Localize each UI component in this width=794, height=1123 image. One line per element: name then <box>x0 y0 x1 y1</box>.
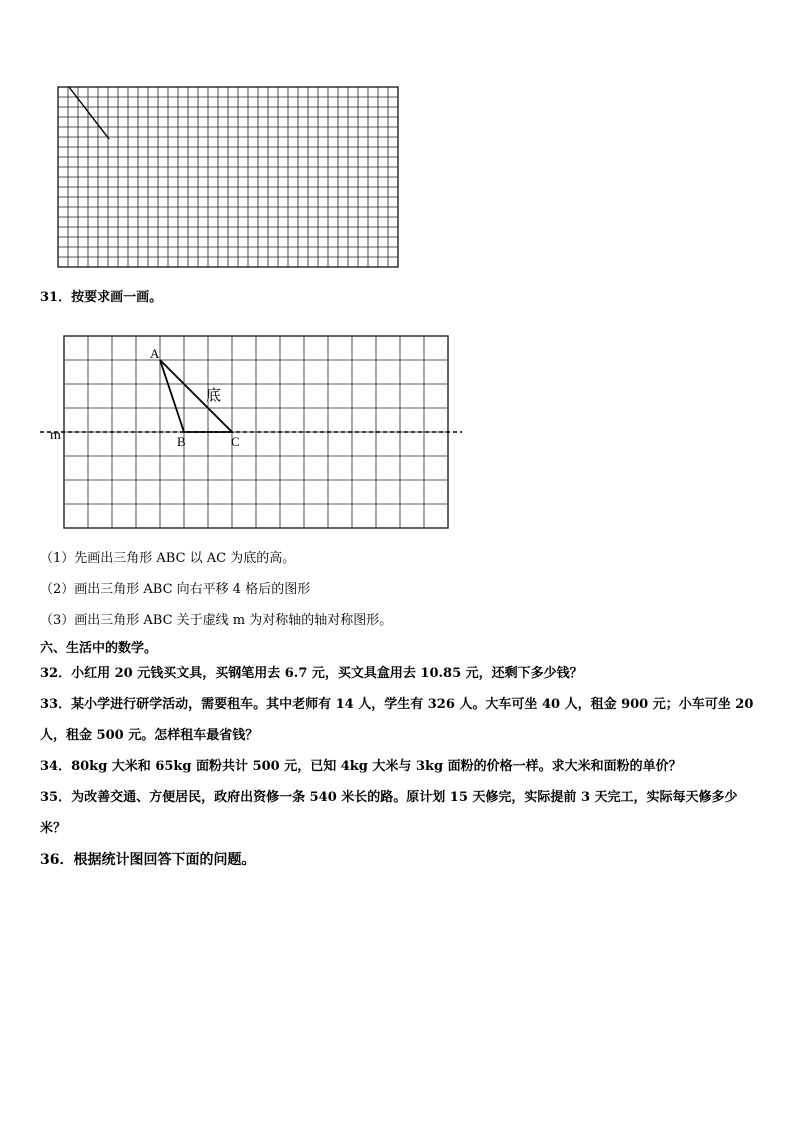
q35-line2: 米？ <box>40 821 67 836</box>
q34-text: 34．80kg 大米和 65kg 面粉共计 500 元，已知 4kg 大米与 3kg 面粉的价格一样。求大米和面粉的单价？ <box>40 759 682 774</box>
q36-text: 36．根据统计图回答下面的问题。 <box>40 852 256 868</box>
label-axis-m: m <box>50 428 61 443</box>
q35-line1: 35．为改善交通、方便居民，政府出资修一条 540 米长的路。原计划 15 天修完，实际提前 3 天完工，实际每天修多少 <box>40 790 738 805</box>
q33-line1: 33．某小学进行研学活动，需要租车。其中老师有 14 人，学生有 326 人。大车可坐 40 人，租金 900 元；小车可坐 20 <box>40 697 754 712</box>
grid1-segment <box>69 87 109 139</box>
label-a: A <box>150 346 160 361</box>
q33-line2: 人，租金 500 元。怎样租车最省钱？ <box>40 728 259 743</box>
grid-figure-2 <box>0 320 794 540</box>
label-c: C <box>231 434 240 449</box>
q31-sub2: （2）画出三角形 ABC 向右平移 4 格后的图形 <box>40 582 311 597</box>
q31-sub1: （1）先画出三角形 ABC 以 AC 为底的高。 <box>40 551 296 566</box>
triangle-abc <box>160 360 232 432</box>
q31-title: 31．按要求画一画。 <box>40 290 163 305</box>
grid-figure-1 <box>0 0 794 290</box>
label-b: B <box>177 434 186 449</box>
grid1-lines <box>58 87 398 267</box>
label-base: 底 <box>206 386 222 404</box>
q31-sub3: （3）画出三角形 ABC 关于虚线 m 为对称轴的轴对称图形。 <box>40 613 393 628</box>
section6-title: 六、生活中的数学。 <box>40 641 158 656</box>
q32-text: 32．小红用 20 元钱买文具，买钢笔用去 6.7 元，买文具盒用去 10.85 元，还剩下多少钱？ <box>40 666 583 681</box>
